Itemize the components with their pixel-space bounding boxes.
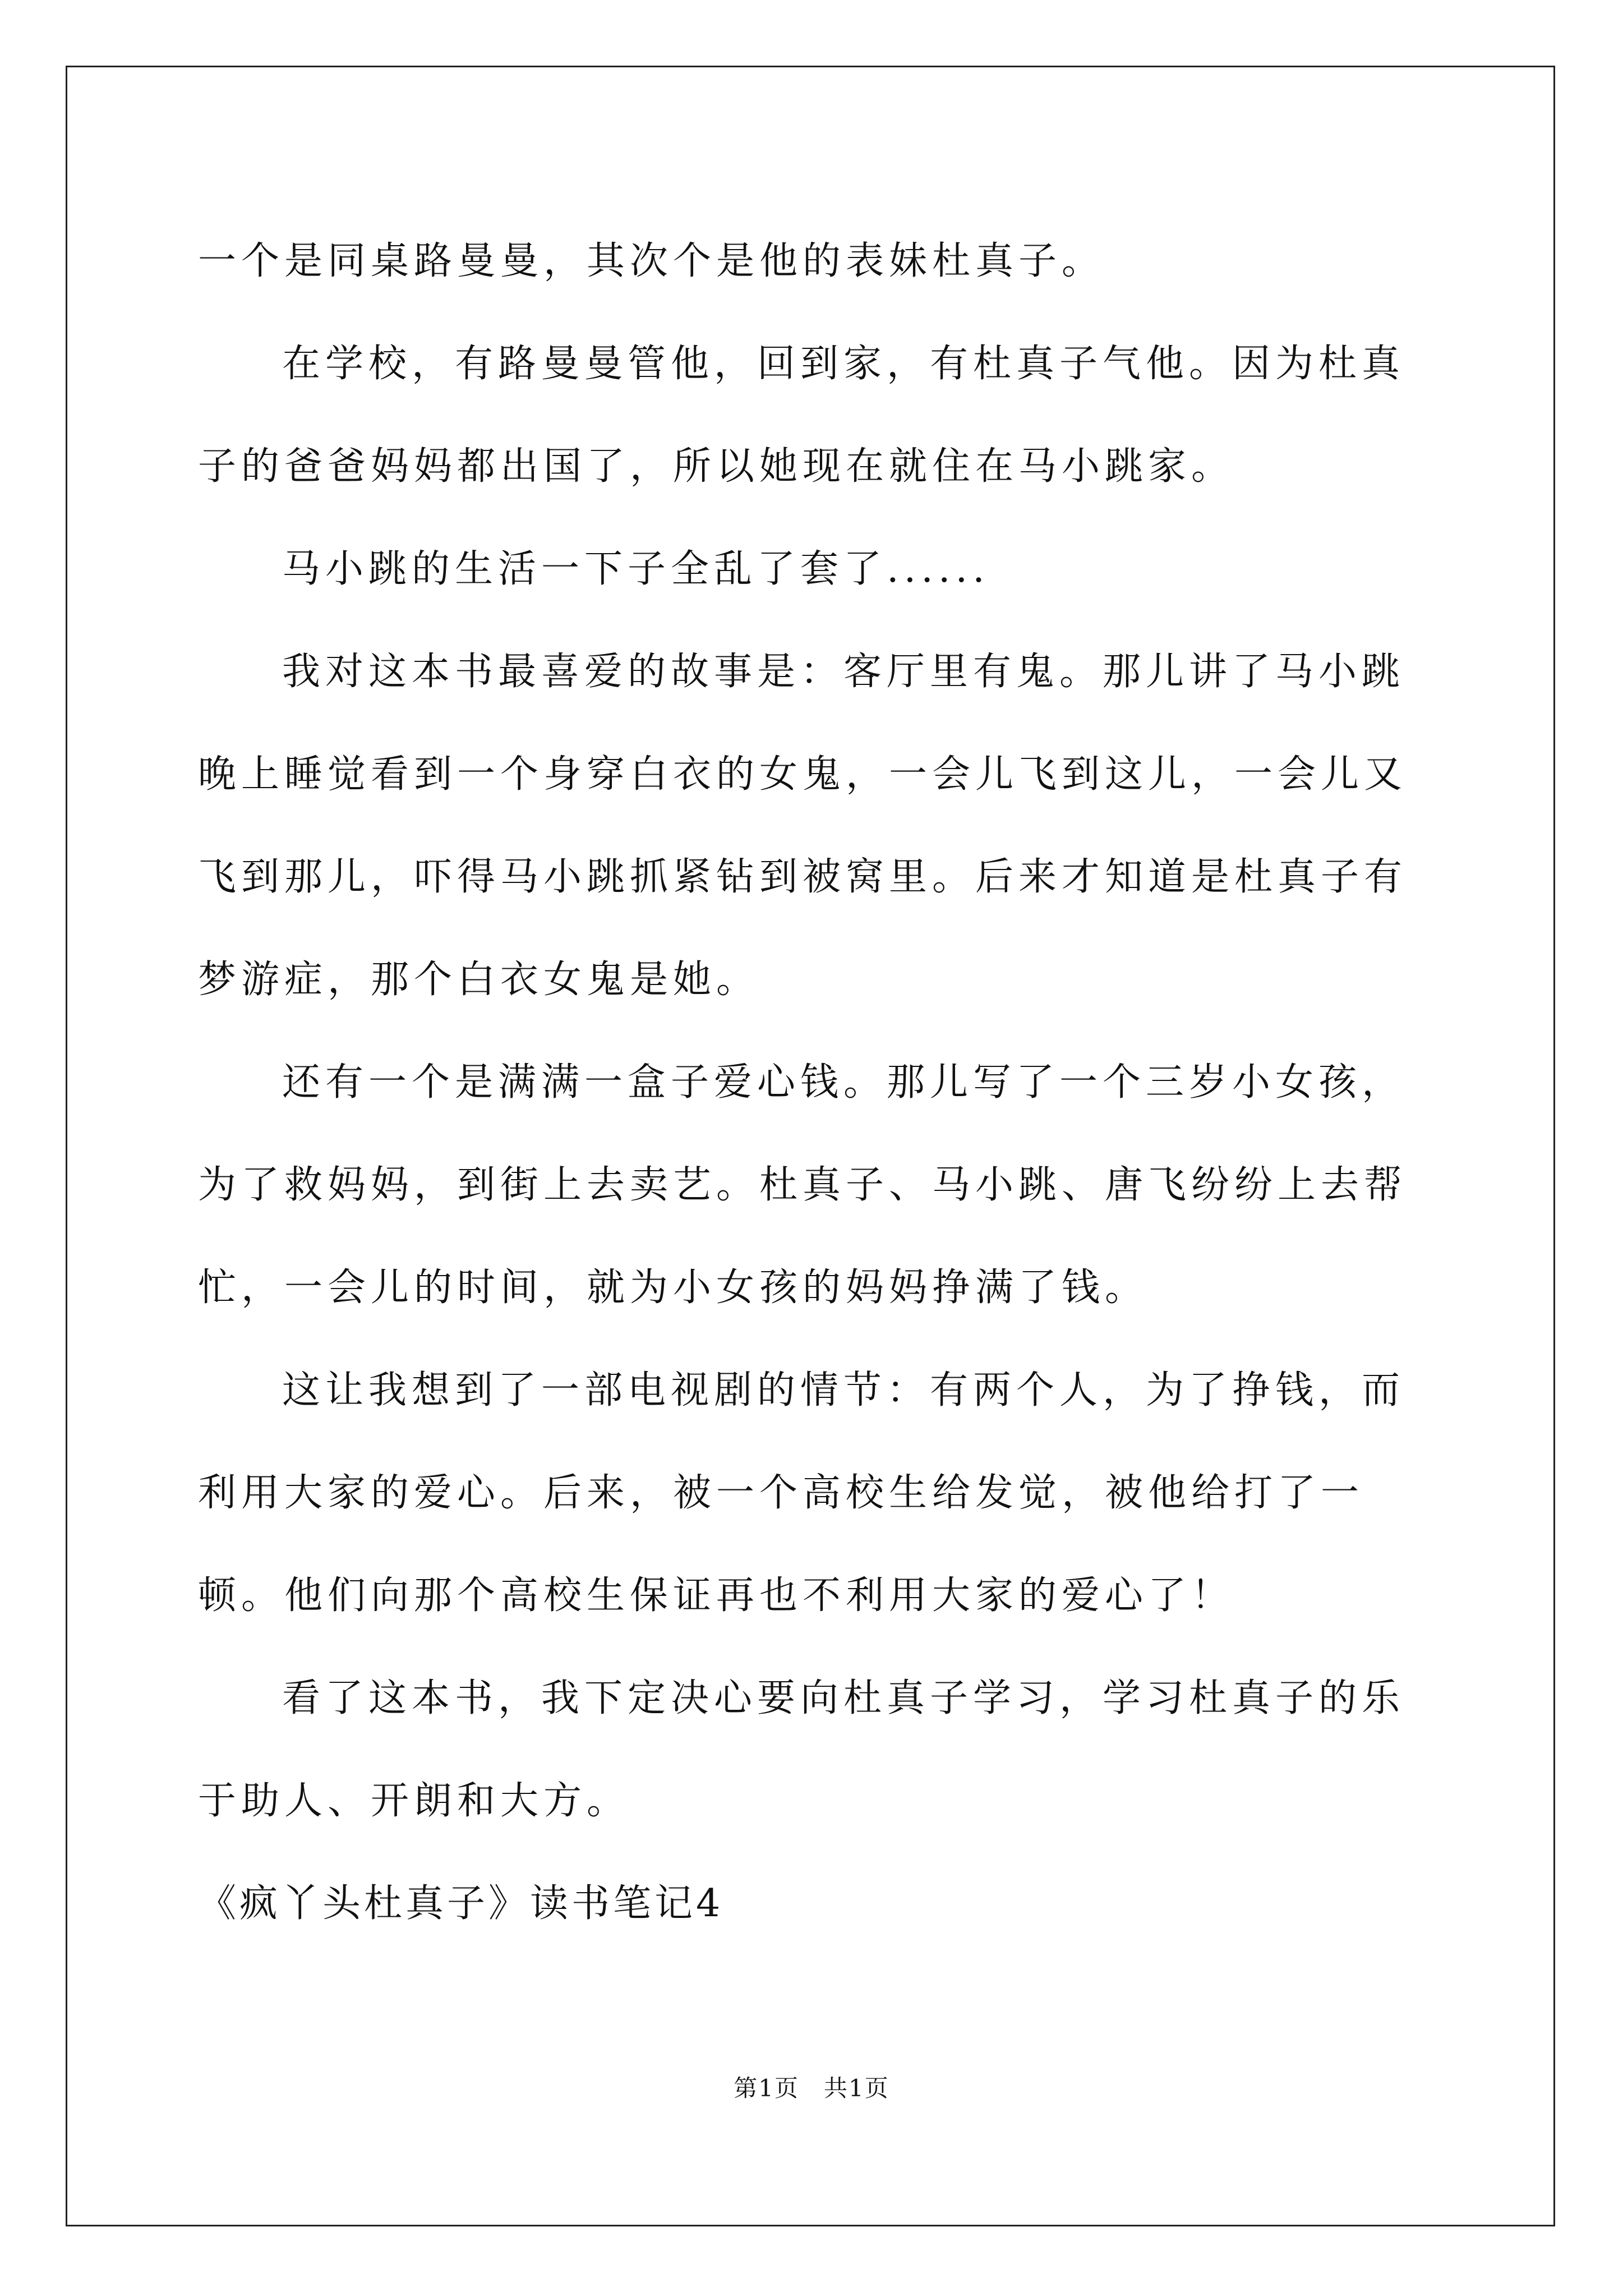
paragraph-3: 马小跳的生活一下子全乱了套了...... <box>282 547 990 591</box>
page-footer: 第1页 共1页 <box>734 2074 889 2102</box>
paragraph-5: 还有一个是满满一盒子爱心钱。那儿写了一个三岁小女孩，为了救妈妈，到街上去卖艺。杜真子、马小跳、唐飞纷纷上去帮忙，一会儿的时间，就为小女孩的妈妈挣满了钱。 <box>198 1060 1408 1310</box>
paragraph-4: 我对这本书最喜爱的故事是：客厅里有鬼。那儿讲了马小跳晚上睡觉看到一个身穿白衣的女鬼，一会儿飞到这儿，一会儿又飞到那儿，吓得马小跳抓紧钻到被窝里。后来才知道是杜真子有梦游症，那个白衣女鬼是她。 <box>198 650 1408 1002</box>
paragraph-6: 这让我想到了一部电视剧的情节：有两个人，为了挣钱，而利用大家的爱心。后来，被一个高校生给发觉，被他给打了一顿。他们向那个高校生保证再也不利用大家的爱心了！ <box>198 1368 1405 1618</box>
section-heading: 《疯丫头杜真子》读书笔记4 <box>198 1881 724 1926</box>
document-body <box>198 210 1432 1955</box>
paragraph-1: 一个是同桌路曼曼，其次个是他的表妹杜真子。 <box>198 239 1105 283</box>
paragraph-7: 看了这本书，我下定决心要向杜真子学习，学习杜真子的乐于助人、开朗和大方。 <box>198 1676 1405 1823</box>
paragraph-2: 在学校，有路曼曼管他，回到家，有杜真子气他。因为杜真子的爸爸妈妈都出国了，所以她现在就住在马小跳家。 <box>198 342 1405 489</box>
